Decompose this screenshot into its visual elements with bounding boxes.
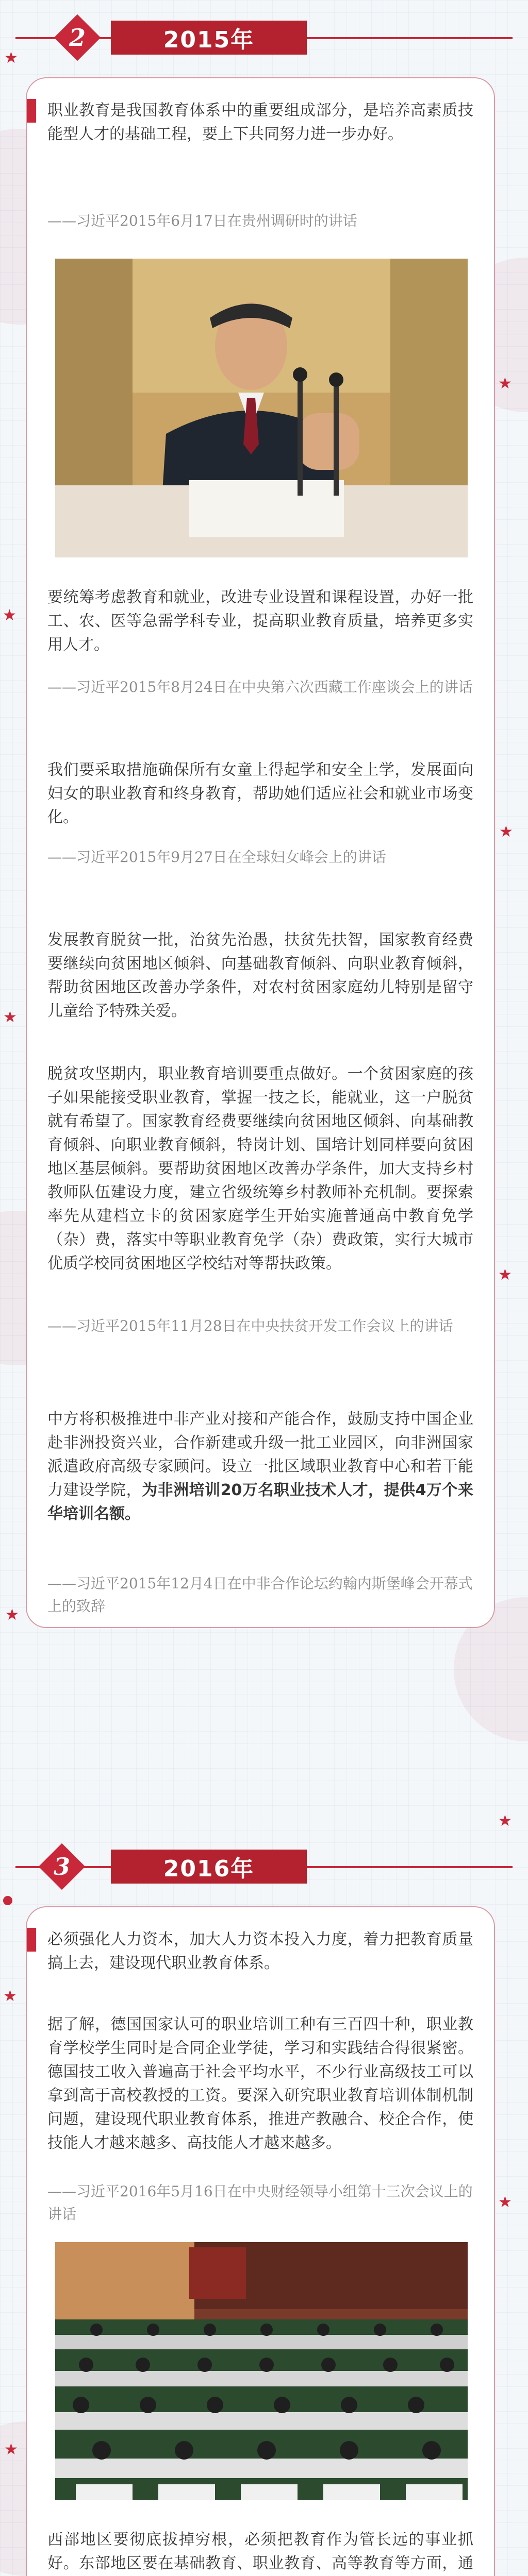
badge-shape: [36, 1841, 88, 1892]
quote-source: ——习近平2015年11月28日在中央扶贫开发工作会议上的讲话: [47, 1317, 453, 1334]
quote-source: ——习近平2015年8月24日在中央第六次西藏工作座谈会上的讲话: [47, 679, 473, 696]
quote-text: 要统筹考虑教育和就业，改进专业设置和课程设置，办好一批工、农、医等急需学科专业，提高职业教育质量，培养更多实用人才。: [47, 588, 473, 654]
star-icon: ★: [5, 1606, 19, 1624]
star-icon: ★: [4, 2441, 18, 2459]
badge-shape: [52, 12, 103, 63]
star-icon: ★: [499, 823, 513, 841]
quote-text: [47, 1408, 473, 1526]
quote-text: 脱贫攻坚期内，职业教育培训要重点做好。一个贫困家庭的孩子如果能接受职业教育，掌握一技之长，能就业，这一户脱贫就有希望了。国家教育经费要继续向贫困地区倾斜、向基础教育倾斜、向职业教育倾斜，特岗计划、国培计划同样要向贫困地区基层倾斜。要帮助贫困地区改善办学条件，加大支持乡村教师队伍建设力度，建立省级统筹乡村教师补充机制。要探索率先从建档立卡的贫困家庭学生开始实施普通高中教育免学（杂）费，落实中等职业教育免学（杂）费政策，实行大城市优质学校同贫困地区学校结对等帮扶政策。: [47, 1065, 473, 1273]
conference-speech-photo: [55, 259, 468, 557]
quote-source: ——习近平2015年12月4日在中非合作论坛约翰内斯堡峰会开幕式上的致辞: [47, 1575, 473, 1615]
quote-text: 必须强化人力资本，加大人力资本投入力度，着力把教育质量搞上去，建设现代职业教育体系。: [47, 1930, 473, 1972]
star-icon: ★: [3, 1987, 17, 2005]
star-icon: ★: [3, 1008, 17, 1026]
year-header-2016: [0, 1839, 528, 1896]
quote-text: 发展教育脱贫一批，治贫先治愚，扶贫先扶智，国家教育经费要继续向贫困地区倾斜、向基础教育倾斜、向职业教育倾斜，帮助贫困地区改善办学条件，对农村贫困家庭幼儿特别是留守儿童给予特殊关爱。: [47, 931, 473, 1020]
year-header-2015: [0, 10, 528, 67]
quote-text: 职业教育是我国教育体系中的重要组成部分，是培养高素质技能型人才的基础工程，要上下共同努力进一步办好。: [47, 101, 473, 143]
quote-text-part: 中方将积极推进中非产业对接和产能合作，鼓励支持中国企业赴非洲投资兴业，合作新建或升级一批工业园区，向非洲国家派遣政府高级专家顾问。设立一批区域职业教育中心和若干能力建设学院，: [47, 1410, 473, 1499]
section-number: 2: [69, 24, 86, 52]
quote-text: 据了解，德国国家认可的职业培训工种有三百四十种，职业教育学校学生同时是合同企业学徒，学习和实践结合得很紧密。德国技工收入普遍高于社会平均水平，不少行业高级技工可以拿到高于高校教授的工资。要深入研究职业教育培训体制机制问题，建设现代职业教育体系，推进产教融合、校企合作，使技能人才越来越多、高技能人才越来越多。: [47, 2015, 473, 2152]
star-icon: ★: [3, 606, 16, 624]
section-number: 3: [53, 1853, 71, 1880]
star-icon: ★: [498, 1266, 512, 1284]
star-icon: ★: [498, 1812, 512, 1830]
star-icon: ★: [498, 375, 512, 393]
star-icon: ★: [4, 49, 18, 67]
quote-text-emphasis: 提供4万个来华培训名额。: [47, 1481, 474, 1523]
quote-text: 西部地区要彻底拔掉穷根，必须把教育作为管长远的事业抓好。东部地区要在基础教育、职业教育、高等教育等方面，通: [47, 2531, 473, 2572]
card-tab: [27, 1928, 36, 1952]
quote-card-2016: [26, 1906, 495, 2576]
quote-card-2015: [26, 77, 495, 1628]
quote-source: ——习近平2015年6月17日在贵州调研时的讲话: [47, 212, 357, 229]
quote-text: 我们要采取措施确保所有女童上得起学和安全上学，发展面向妇女的职业教育和终身教育，帮助她们适应社会和就业市场变化。: [47, 761, 473, 826]
number-badge: [52, 12, 103, 63]
quote-source: ——习近平2016年5月16日在中央财经领导小组第十三次会议上的讲话: [47, 2183, 473, 2223]
decorative-dot: [3, 1896, 12, 1905]
year-label: 2016年: [111, 1850, 307, 1884]
number-badge: [36, 1841, 88, 1892]
card-tab: [27, 99, 36, 123]
year-label: 2015年: [111, 21, 307, 55]
quote-text-emphasis: 为非洲培训20万名职业技术人才，: [142, 1481, 384, 1499]
quote-source: ——习近平2015年9月27日在全球妇女峰会上的讲话: [47, 849, 386, 866]
meeting-hall-photo: [55, 2242, 468, 2500]
star-icon: ★: [498, 2193, 512, 2211]
